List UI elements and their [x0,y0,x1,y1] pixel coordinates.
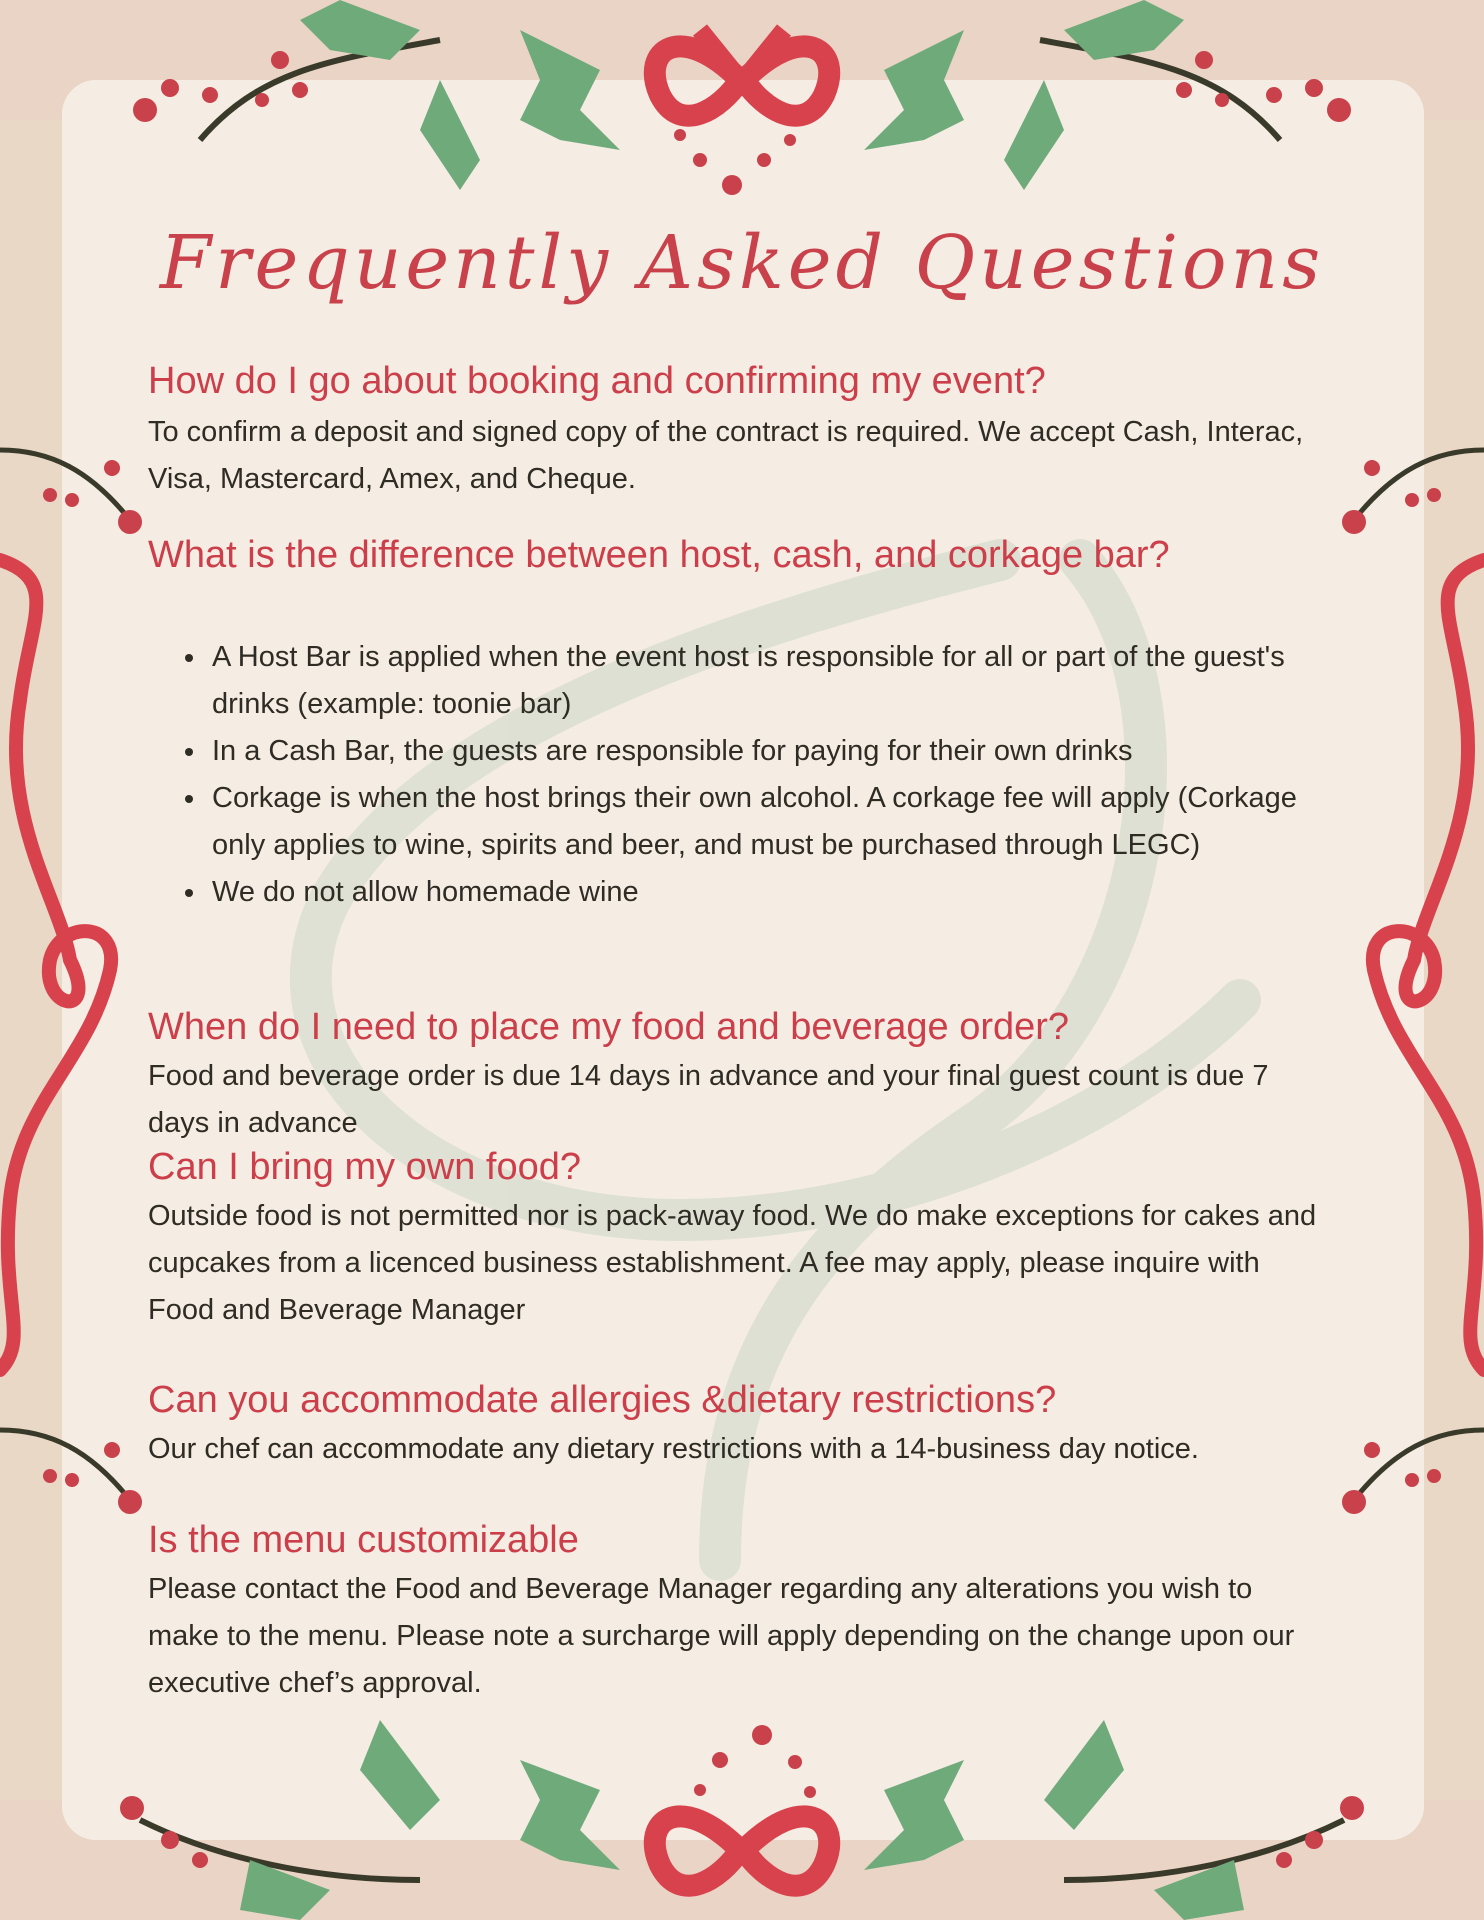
faq-answer-own-food: Outside food is not permitted nor is pack-away food. We do make exceptions for cakes and cupcakes from a licenced business establishment. A fee may apply, please inquire with Food and Beverage Manager [148,1200,1317,1326]
faq-question-booking: How do I go about booking and confirming my event? [148,360,1046,402]
list-item: • In a Cash Bar, the guests are responsible for paying for their own drinks [208,728,1358,775]
list-item: • We do not allow homemade wine [208,869,1358,916]
page-title: Frequently Asked Questions [159,220,1325,306]
faq-question-own-food: Can I bring my own food? [148,1146,582,1188]
faq-answer-menu: Please contact the Food and Beverage Manager regarding any alterations you wish to make to the menu. Please note a surcharge will apply depending on the change upon our executive chef’s approval. [148,1573,1295,1699]
faq-question-menu: Is the menu customizable [148,1519,579,1561]
list-item: • Corkage is when the host brings their own alcohol. A corkage fee will apply (Corkage only applies to wine, spirits and beer, and must be purchased through LEGC) [208,775,1358,869]
faq-bullets-bar-types [148,634,1358,916]
faq-answer-booking: To confirm a deposit and signed copy of the contract is required. We accept Cash, Interac, Visa, Mastercard, Amex, and Cheque. [148,416,1304,495]
faq-question-bar-types: What is the difference between host, cash, and corkage bar? [148,534,1170,576]
faq-answer-allergies: Our chef can accommodate any dietary restrictions with a 14-business day notice. [148,1433,1199,1465]
faq-answer-order-deadline: Food and beverage order is due 14 days in advance and your final guest count is due 7 days in advance [148,1060,1269,1139]
faq-question-order-deadline: When do I need to place my food and beverage order? [148,1006,1070,1048]
faq-question-allergies: Can you accommodate allergies &dietary restrictions? [148,1379,1057,1421]
list-item: • A Host Bar is applied when the event host is responsible for all or part of the guest's drinks (example: toonie bar) [208,634,1358,728]
